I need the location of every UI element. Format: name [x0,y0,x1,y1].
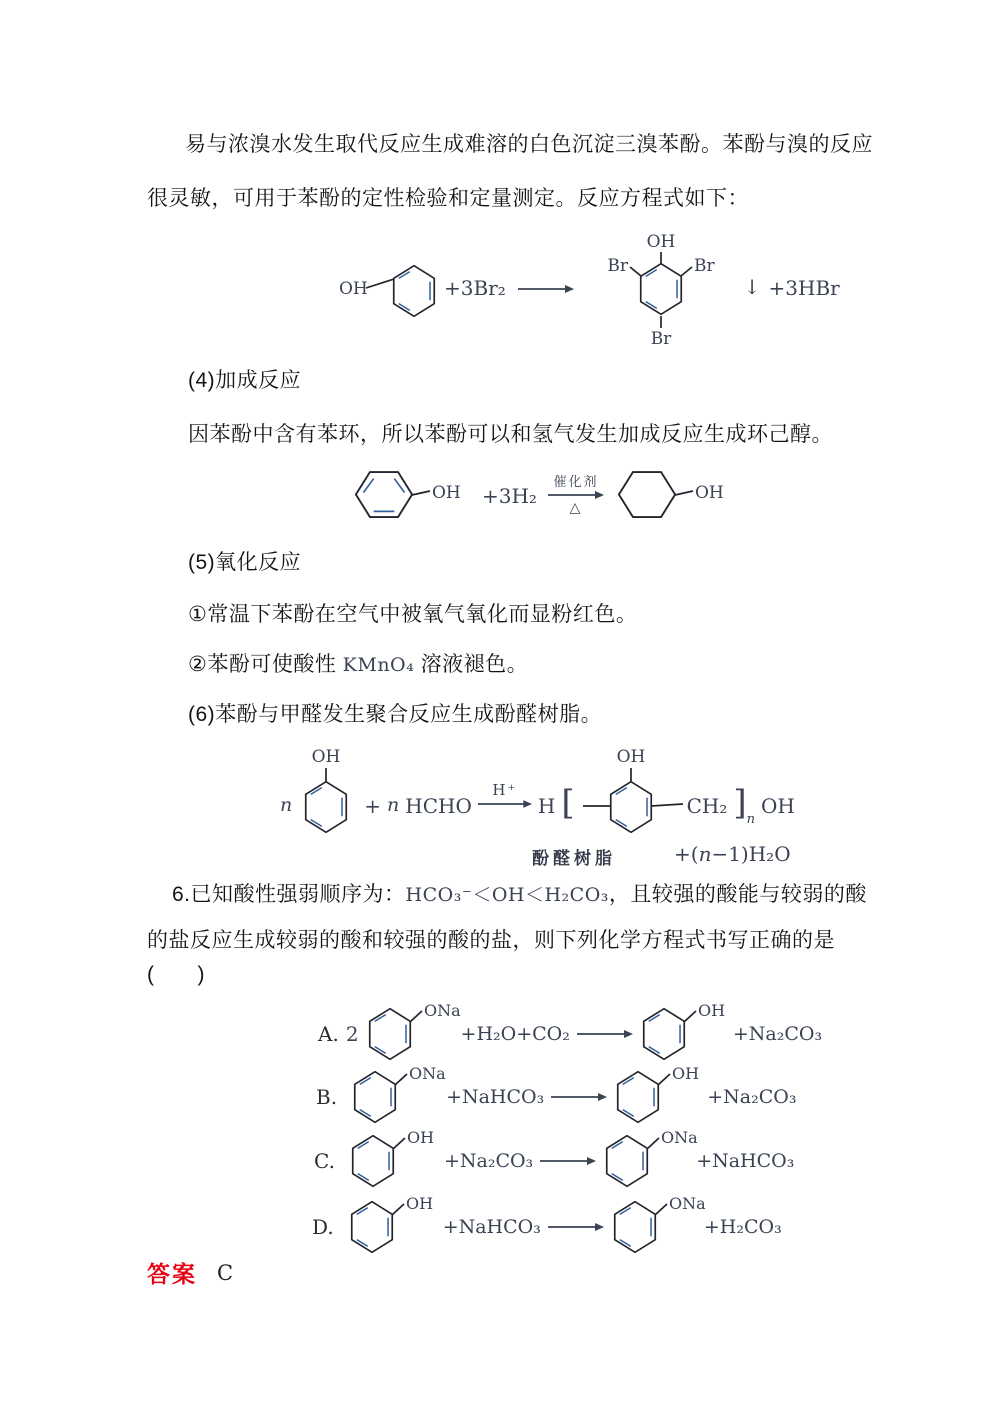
item2-text-post: 溶液褪色。 [414,653,529,676]
reaction-arrow-icon [548,1222,604,1232]
delta-label: △ [569,500,583,517]
option-b-reagents: +NaHCO₃ [446,1086,545,1108]
polymerization-main-row [280,744,795,846]
water-term-rest: −1)H₂O [711,842,791,866]
oh-label: OH [694,483,724,503]
phenolate-structure-icon [351,1061,451,1127]
paragraph-intro-line2: 很灵敏，可用于苯酚的定性检验和定量测定。反应方程式如下： [147,187,749,210]
q6-acidity-order-formula: HCO₃⁻＜OH＜H₂CO₃ [405,884,609,906]
group-label: ONa [409,1064,446,1083]
cyclohexanol-structure-icon [615,468,737,524]
polymerization-caption-row [280,844,795,869]
option-row-d [312,1191,782,1257]
hplus-arrow [478,782,532,809]
water-term-open: +( [674,842,699,866]
coefficient-n: n [280,794,293,816]
item2-text-pre: ②苯酚可使酸性 [188,653,343,676]
section-5-item1: ①常温下苯酚在空气中被氧气氧化而显粉红色。 [188,603,638,626]
oh-label: OH [339,279,368,299]
oh-label: OH [432,483,461,503]
option-d-products: +H₂CO₃ [703,1216,782,1238]
reaction-arrow-icon [551,1092,607,1102]
oh-end-label: OH [760,794,795,818]
phenol-structure-icon [348,1191,448,1257]
h-end-label: H [537,794,556,818]
oh-top-label: OH [616,747,645,767]
option-a-label: A. [318,1022,339,1046]
br-bottom-label: Br [650,329,672,349]
option-row-b [316,1061,796,1127]
answer-row [147,1256,233,1289]
water-term-n: n [698,842,712,866]
hcho-formula: HCHO [405,794,472,818]
reaction-arrow-icon [577,1029,633,1039]
resin-caption: 酚醛树脂 [532,849,616,868]
option-c-label: C. [314,1149,335,1173]
reaction-bromination [338,228,840,350]
resin-unit-structure-icon [581,744,685,846]
group-label: OH [406,1128,435,1147]
group-label: OH [405,1194,433,1213]
group-label: ONa [661,1128,698,1147]
section-6-heading: (6)苯酚与甲醛发生聚合反应生成酚醛树脂。 [188,703,603,726]
reaction-arrow-icon [545,490,607,500]
hplus-label: H⁺ [492,781,518,799]
phenol-structure-icon [349,1125,449,1191]
precipitate-arrow: ↓ [743,275,761,299]
group-label: OH [697,1001,725,1020]
phenol-structure-icon [640,998,740,1064]
section-5-item2 [188,648,528,678]
phenol-structure-icon [352,468,474,524]
question-6-line1 [172,878,867,908]
ch2-formula: CH₂ [686,794,728,818]
option-a-reagents: +H₂O+CO₂ [460,1023,570,1045]
answer-label: 答案 [147,1261,197,1287]
reaction-arrow-icon [514,284,578,294]
oh-top-label: OH [646,232,676,252]
option-c-products: +NaHCO₃ [696,1150,795,1172]
option-c-reagents: +Na₂CO₃ [443,1150,534,1172]
oh-label: OH [311,747,341,767]
question-6-line2: 的盐反应生成较弱的酸和较强的酸的盐，则下列化学方程式书写正确的是 [147,929,835,952]
answer-value: C [217,1260,234,1285]
reaction-hydrogenation [352,468,737,524]
option-row-a [318,998,822,1064]
phenol-structure-icon [338,262,436,320]
reaction-polymerization [280,744,795,869]
left-bracket: [ [561,783,575,823]
reaction-arrow-icon [540,1156,596,1166]
product-3hbr: +3HBr [768,276,840,300]
section-4-text: 因苯酚中含有苯环，所以苯酚可以和氢气发生加成反应生成环己醇。 [188,423,833,446]
option-a-coefficient: 2 [345,1022,359,1046]
br-left-label: Br [607,256,628,276]
option-b-label: B. [316,1085,338,1109]
section-4-heading: (4)加成反应 [188,369,302,392]
phenolate-structure-icon [366,998,466,1064]
option-a-products: +Na₂CO₃ [732,1023,823,1045]
catalyst-label: 催化剂 [553,474,599,490]
paragraph-intro-line1: 易与浓溴水发生取代反应生成难溶的白色沉淀三溴苯酚。苯酚与溴的反应 [185,133,873,156]
catalyst-arrow [545,475,607,516]
question-6-answer-blank: ( ) [147,963,205,986]
br-right-label: Br [693,256,715,276]
option-b-products: +Na₂CO₃ [707,1086,797,1108]
coefficient-n2: n [387,794,400,816]
reagent-3br2: +3Br₂ [444,276,506,300]
kmno4-formula: KMnO₄ [342,654,415,676]
reagent-3h2: +3H₂ [482,484,537,508]
q6-text-a: 6.已知酸性强弱顺序为： [172,883,406,906]
option-row-c [314,1125,794,1191]
section-5-heading: (5)氧化反应 [188,551,302,574]
water-term [674,842,791,866]
phenol-structure-icon [298,744,358,846]
option-d-reagents: +NaHCO₃ [442,1216,541,1238]
reaction-arrow-icon [478,799,532,809]
phenol-structure-icon [614,1061,714,1127]
subscript-n: n [746,812,755,827]
option-d-label: D. [312,1215,334,1239]
tribromophenol-structure-icon [586,228,736,350]
phenolate-structure-icon [611,1191,711,1257]
phenolate-structure-icon [603,1125,703,1191]
right-bracket: ] [733,783,747,823]
group-label: ONa [423,1001,461,1020]
group-label: ONa [668,1194,706,1213]
plus-sign: + [364,794,382,818]
q6-text-c: ，且较强的酸能与较弱的酸 [608,883,867,906]
group-label: OH [672,1064,700,1083]
